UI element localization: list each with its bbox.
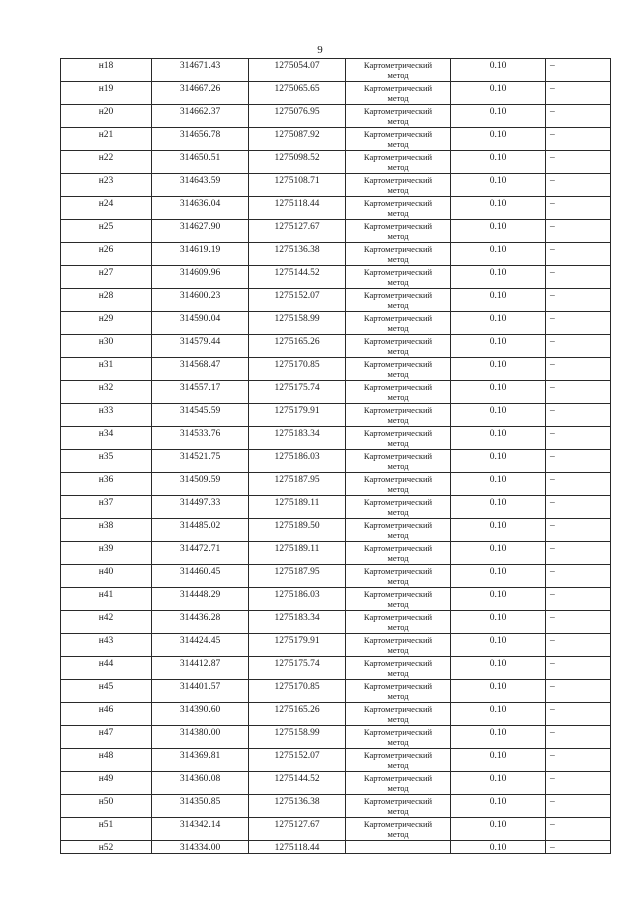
y-coordinate-cell: 1275187.95 [249, 473, 346, 496]
method-cell: Картометрический метод [346, 565, 451, 588]
accuracy-cell: 0.10 [451, 381, 546, 404]
table-row [61, 82, 611, 105]
point-id-cell: н49 [61, 772, 152, 795]
dash-cell: – [546, 772, 611, 795]
method-cell: Картометрический метод [346, 128, 451, 151]
method-cell: Картометрический метод [346, 749, 451, 772]
point-id-cell: н31 [61, 358, 152, 381]
point-id-cell: н33 [61, 404, 152, 427]
y-coordinate-cell: 1275118.44 [249, 841, 346, 854]
dash-cell: – [546, 450, 611, 473]
method-cell: Картометрический метод [346, 381, 451, 404]
accuracy-cell: 0.10 [451, 565, 546, 588]
accuracy-cell: 0.10 [451, 634, 546, 657]
accuracy-cell: 0.10 [451, 473, 546, 496]
point-id-cell: н37 [61, 496, 152, 519]
accuracy-cell: 0.10 [451, 427, 546, 450]
accuracy-cell: 0.10 [451, 174, 546, 197]
table-row [61, 427, 611, 450]
dash-cell: – [546, 726, 611, 749]
y-coordinate-cell: 1275189.50 [249, 519, 346, 542]
y-coordinate-cell: 1275170.85 [249, 680, 346, 703]
accuracy-cell: 0.10 [451, 588, 546, 611]
method-cell: Картометрический метод [346, 450, 451, 473]
y-coordinate-cell: 1275127.67 [249, 818, 346, 841]
x-coordinate-cell: 314600.23 [152, 289, 249, 312]
x-coordinate-cell: 314643.59 [152, 174, 249, 197]
accuracy-cell: 0.10 [451, 450, 546, 473]
dash-cell: – [546, 151, 611, 174]
method-cell: Картометрический метод [346, 266, 451, 289]
dash-cell: – [546, 59, 611, 82]
x-coordinate-cell: 314401.57 [152, 680, 249, 703]
accuracy-cell: 0.10 [451, 657, 546, 680]
dash-cell: – [546, 358, 611, 381]
point-id-cell: н26 [61, 243, 152, 266]
accuracy-cell: 0.10 [451, 818, 546, 841]
y-coordinate-cell: 1275108.71 [249, 174, 346, 197]
y-coordinate-cell: 1275186.03 [249, 588, 346, 611]
y-coordinate-cell: 1275165.26 [249, 703, 346, 726]
table-row [61, 565, 611, 588]
accuracy-cell: 0.10 [451, 542, 546, 565]
dash-cell: – [546, 565, 611, 588]
point-id-cell: н50 [61, 795, 152, 818]
accuracy-cell: 0.10 [451, 335, 546, 358]
method-cell: Картометрический метод [346, 312, 451, 335]
y-coordinate-cell: 1275127.67 [249, 220, 346, 243]
accuracy-cell: 0.10 [451, 726, 546, 749]
point-id-cell: н25 [61, 220, 152, 243]
y-coordinate-cell: 1275189.11 [249, 542, 346, 565]
method-cell: Картометрический метод [346, 680, 451, 703]
method-cell: Картометрический метод [346, 726, 451, 749]
table-row [61, 588, 611, 611]
accuracy-cell: 0.10 [451, 358, 546, 381]
point-id-cell: н32 [61, 381, 152, 404]
method-cell: Картометрический метод [346, 174, 451, 197]
y-coordinate-cell: 1275189.11 [249, 496, 346, 519]
x-coordinate-cell: 314472.71 [152, 542, 249, 565]
dash-cell: – [546, 128, 611, 151]
point-id-cell: н34 [61, 427, 152, 450]
table-row [61, 312, 611, 335]
point-id-cell: н23 [61, 174, 152, 197]
method-cell: Картометрический метод [346, 358, 451, 381]
dash-cell: – [546, 197, 611, 220]
method-cell: Картометрический метод [346, 542, 451, 565]
x-coordinate-cell: 314533.76 [152, 427, 249, 450]
accuracy-cell: 0.10 [451, 680, 546, 703]
table-row [61, 611, 611, 634]
method-cell: Картометрический метод [346, 427, 451, 450]
dash-cell: – [546, 335, 611, 358]
coordinates-table [60, 58, 611, 854]
x-coordinate-cell: 314650.51 [152, 151, 249, 174]
x-coordinate-cell: 314627.90 [152, 220, 249, 243]
method-cell: Картометрический метод [346, 151, 451, 174]
x-coordinate-cell: 314609.96 [152, 266, 249, 289]
x-coordinate-cell: 314380.00 [152, 726, 249, 749]
method-cell: Картометрический метод [346, 795, 451, 818]
dash-cell: – [546, 795, 611, 818]
method-cell: Картометрический метод [346, 289, 451, 312]
table-row [61, 243, 611, 266]
y-coordinate-cell: 1275179.91 [249, 404, 346, 427]
x-coordinate-cell: 314509.59 [152, 473, 249, 496]
accuracy-cell: 0.10 [451, 312, 546, 335]
x-coordinate-cell: 314557.17 [152, 381, 249, 404]
dash-cell: – [546, 749, 611, 772]
point-id-cell: н30 [61, 335, 152, 358]
table-body [61, 59, 611, 854]
table-row [61, 818, 611, 841]
table-row [61, 220, 611, 243]
dash-cell: – [546, 588, 611, 611]
accuracy-cell: 0.10 [451, 197, 546, 220]
method-cell [346, 841, 451, 854]
x-coordinate-cell: 314360.08 [152, 772, 249, 795]
x-coordinate-cell: 314662.37 [152, 105, 249, 128]
y-coordinate-cell: 1275087.92 [249, 128, 346, 151]
dash-cell: – [546, 220, 611, 243]
point-id-cell: н38 [61, 519, 152, 542]
table-row [61, 657, 611, 680]
dash-cell: – [546, 243, 611, 266]
x-coordinate-cell: 314521.75 [152, 450, 249, 473]
point-id-cell: н39 [61, 542, 152, 565]
x-coordinate-cell: 314436.28 [152, 611, 249, 634]
point-id-cell: н20 [61, 105, 152, 128]
y-coordinate-cell: 1275054.07 [249, 59, 346, 82]
point-id-cell: н18 [61, 59, 152, 82]
point-id-cell: н51 [61, 818, 152, 841]
table-row [61, 473, 611, 496]
x-coordinate-cell: 314342.14 [152, 818, 249, 841]
x-coordinate-cell: 314497.33 [152, 496, 249, 519]
y-coordinate-cell: 1275152.07 [249, 289, 346, 312]
table-row [61, 772, 611, 795]
table-row [61, 680, 611, 703]
dash-cell: – [546, 381, 611, 404]
x-coordinate-cell: 314590.04 [152, 312, 249, 335]
table-row [61, 128, 611, 151]
x-coordinate-cell: 314485.02 [152, 519, 249, 542]
point-id-cell: н22 [61, 151, 152, 174]
accuracy-cell: 0.10 [451, 795, 546, 818]
y-coordinate-cell: 1275170.85 [249, 358, 346, 381]
point-id-cell: н48 [61, 749, 152, 772]
x-coordinate-cell: 314424.45 [152, 634, 249, 657]
x-coordinate-cell: 314545.59 [152, 404, 249, 427]
y-coordinate-cell: 1275175.74 [249, 657, 346, 680]
dash-cell: – [546, 289, 611, 312]
x-coordinate-cell: 314334.00 [152, 841, 249, 854]
x-coordinate-cell: 314636.04 [152, 197, 249, 220]
table-row [61, 174, 611, 197]
method-cell: Картометрический метод [346, 496, 451, 519]
accuracy-cell: 0.10 [451, 220, 546, 243]
point-id-cell: н28 [61, 289, 152, 312]
point-id-cell: н29 [61, 312, 152, 335]
table-row [61, 726, 611, 749]
y-coordinate-cell: 1275065.65 [249, 82, 346, 105]
method-cell: Картометрический метод [346, 220, 451, 243]
method-cell: Картометрический метод [346, 772, 451, 795]
point-id-cell: н43 [61, 634, 152, 657]
method-cell: Картометрический метод [346, 105, 451, 128]
y-coordinate-cell: 1275098.52 [249, 151, 346, 174]
dash-cell: – [546, 473, 611, 496]
point-id-cell: н35 [61, 450, 152, 473]
y-coordinate-cell: 1275179.91 [249, 634, 346, 657]
dash-cell: – [546, 680, 611, 703]
x-coordinate-cell: 314369.81 [152, 749, 249, 772]
table-row [61, 151, 611, 174]
table-row [61, 450, 611, 473]
y-coordinate-cell: 1275183.34 [249, 427, 346, 450]
y-coordinate-cell: 1275165.26 [249, 335, 346, 358]
dash-cell: – [546, 657, 611, 680]
y-coordinate-cell: 1275136.38 [249, 243, 346, 266]
table-row [61, 795, 611, 818]
accuracy-cell: 0.10 [451, 82, 546, 105]
method-cell: Картометрический метод [346, 335, 451, 358]
point-id-cell: н41 [61, 588, 152, 611]
accuracy-cell: 0.10 [451, 703, 546, 726]
table-row [61, 266, 611, 289]
y-coordinate-cell: 1275175.74 [249, 381, 346, 404]
accuracy-cell: 0.10 [451, 243, 546, 266]
dash-cell: – [546, 841, 611, 854]
point-id-cell: н24 [61, 197, 152, 220]
table-row [61, 289, 611, 312]
method-cell: Картометрический метод [346, 634, 451, 657]
dash-cell: – [546, 519, 611, 542]
dash-cell: – [546, 427, 611, 450]
point-id-cell: н52 [61, 841, 152, 854]
point-id-cell: н45 [61, 680, 152, 703]
dash-cell: – [546, 496, 611, 519]
dash-cell: – [546, 634, 611, 657]
y-coordinate-cell: 1275136.38 [249, 795, 346, 818]
y-coordinate-cell: 1275158.99 [249, 312, 346, 335]
dash-cell: – [546, 174, 611, 197]
x-coordinate-cell: 314619.19 [152, 243, 249, 266]
point-id-cell: н19 [61, 82, 152, 105]
table-row [61, 59, 611, 82]
y-coordinate-cell: 1275076.95 [249, 105, 346, 128]
table-row [61, 197, 611, 220]
point-id-cell: н36 [61, 473, 152, 496]
dash-cell: – [546, 404, 611, 427]
method-cell: Картометрический метод [346, 519, 451, 542]
accuracy-cell: 0.10 [451, 151, 546, 174]
y-coordinate-cell: 1275187.95 [249, 565, 346, 588]
table-row [61, 519, 611, 542]
method-cell: Картометрический метод [346, 404, 451, 427]
x-coordinate-cell: 314412.87 [152, 657, 249, 680]
method-cell: Картометрический метод [346, 818, 451, 841]
y-coordinate-cell: 1275152.07 [249, 749, 346, 772]
x-coordinate-cell: 314568.47 [152, 358, 249, 381]
method-cell: Картометрический метод [346, 59, 451, 82]
accuracy-cell: 0.10 [451, 289, 546, 312]
x-coordinate-cell: 314350.85 [152, 795, 249, 818]
y-coordinate-cell: 1275158.99 [249, 726, 346, 749]
method-cell: Картометрический метод [346, 243, 451, 266]
table-row [61, 358, 611, 381]
x-coordinate-cell: 314390.60 [152, 703, 249, 726]
table-row [61, 841, 611, 854]
y-coordinate-cell: 1275144.52 [249, 266, 346, 289]
point-id-cell: н27 [61, 266, 152, 289]
y-coordinate-cell: 1275144.52 [249, 772, 346, 795]
accuracy-cell: 0.10 [451, 266, 546, 289]
dash-cell: – [546, 703, 611, 726]
accuracy-cell: 0.10 [451, 749, 546, 772]
method-cell: Картометрический метод [346, 82, 451, 105]
x-coordinate-cell: 314579.44 [152, 335, 249, 358]
accuracy-cell: 0.10 [451, 105, 546, 128]
accuracy-cell: 0.10 [451, 496, 546, 519]
table-row [61, 105, 611, 128]
dash-cell: – [546, 105, 611, 128]
accuracy-cell: 0.10 [451, 611, 546, 634]
table-row [61, 335, 611, 358]
table-row [61, 749, 611, 772]
accuracy-cell: 0.10 [451, 128, 546, 151]
x-coordinate-cell: 314667.26 [152, 82, 249, 105]
method-cell: Картометрический метод [346, 703, 451, 726]
point-id-cell: н42 [61, 611, 152, 634]
point-id-cell: н21 [61, 128, 152, 151]
accuracy-cell: 0.10 [451, 59, 546, 82]
table-row [61, 496, 611, 519]
accuracy-cell: 0.10 [451, 404, 546, 427]
x-coordinate-cell: 314448.29 [152, 588, 249, 611]
dash-cell: – [546, 611, 611, 634]
dash-cell: – [546, 266, 611, 289]
y-coordinate-cell: 1275183.34 [249, 611, 346, 634]
table-row [61, 404, 611, 427]
method-cell: Картометрический метод [346, 657, 451, 680]
method-cell: Картометрический метод [346, 473, 451, 496]
dash-cell: – [546, 82, 611, 105]
dash-cell: – [546, 312, 611, 335]
point-id-cell: н47 [61, 726, 152, 749]
table-row [61, 542, 611, 565]
x-coordinate-cell: 314671.43 [152, 59, 249, 82]
page-number: 9 [317, 44, 323, 56]
x-coordinate-cell: 314460.45 [152, 565, 249, 588]
method-cell: Картометрический метод [346, 588, 451, 611]
method-cell: Картометрический метод [346, 197, 451, 220]
table-row [61, 634, 611, 657]
y-coordinate-cell: 1275118.44 [249, 197, 346, 220]
accuracy-cell: 0.10 [451, 772, 546, 795]
accuracy-cell: 0.10 [451, 841, 546, 854]
x-coordinate-cell: 314656.78 [152, 128, 249, 151]
y-coordinate-cell: 1275186.03 [249, 450, 346, 473]
table-row [61, 381, 611, 404]
point-id-cell: н40 [61, 565, 152, 588]
dash-cell: – [546, 542, 611, 565]
point-id-cell: н46 [61, 703, 152, 726]
method-cell: Картометрический метод [346, 611, 451, 634]
table-row [61, 703, 611, 726]
accuracy-cell: 0.10 [451, 519, 546, 542]
point-id-cell: н44 [61, 657, 152, 680]
dash-cell: – [546, 818, 611, 841]
